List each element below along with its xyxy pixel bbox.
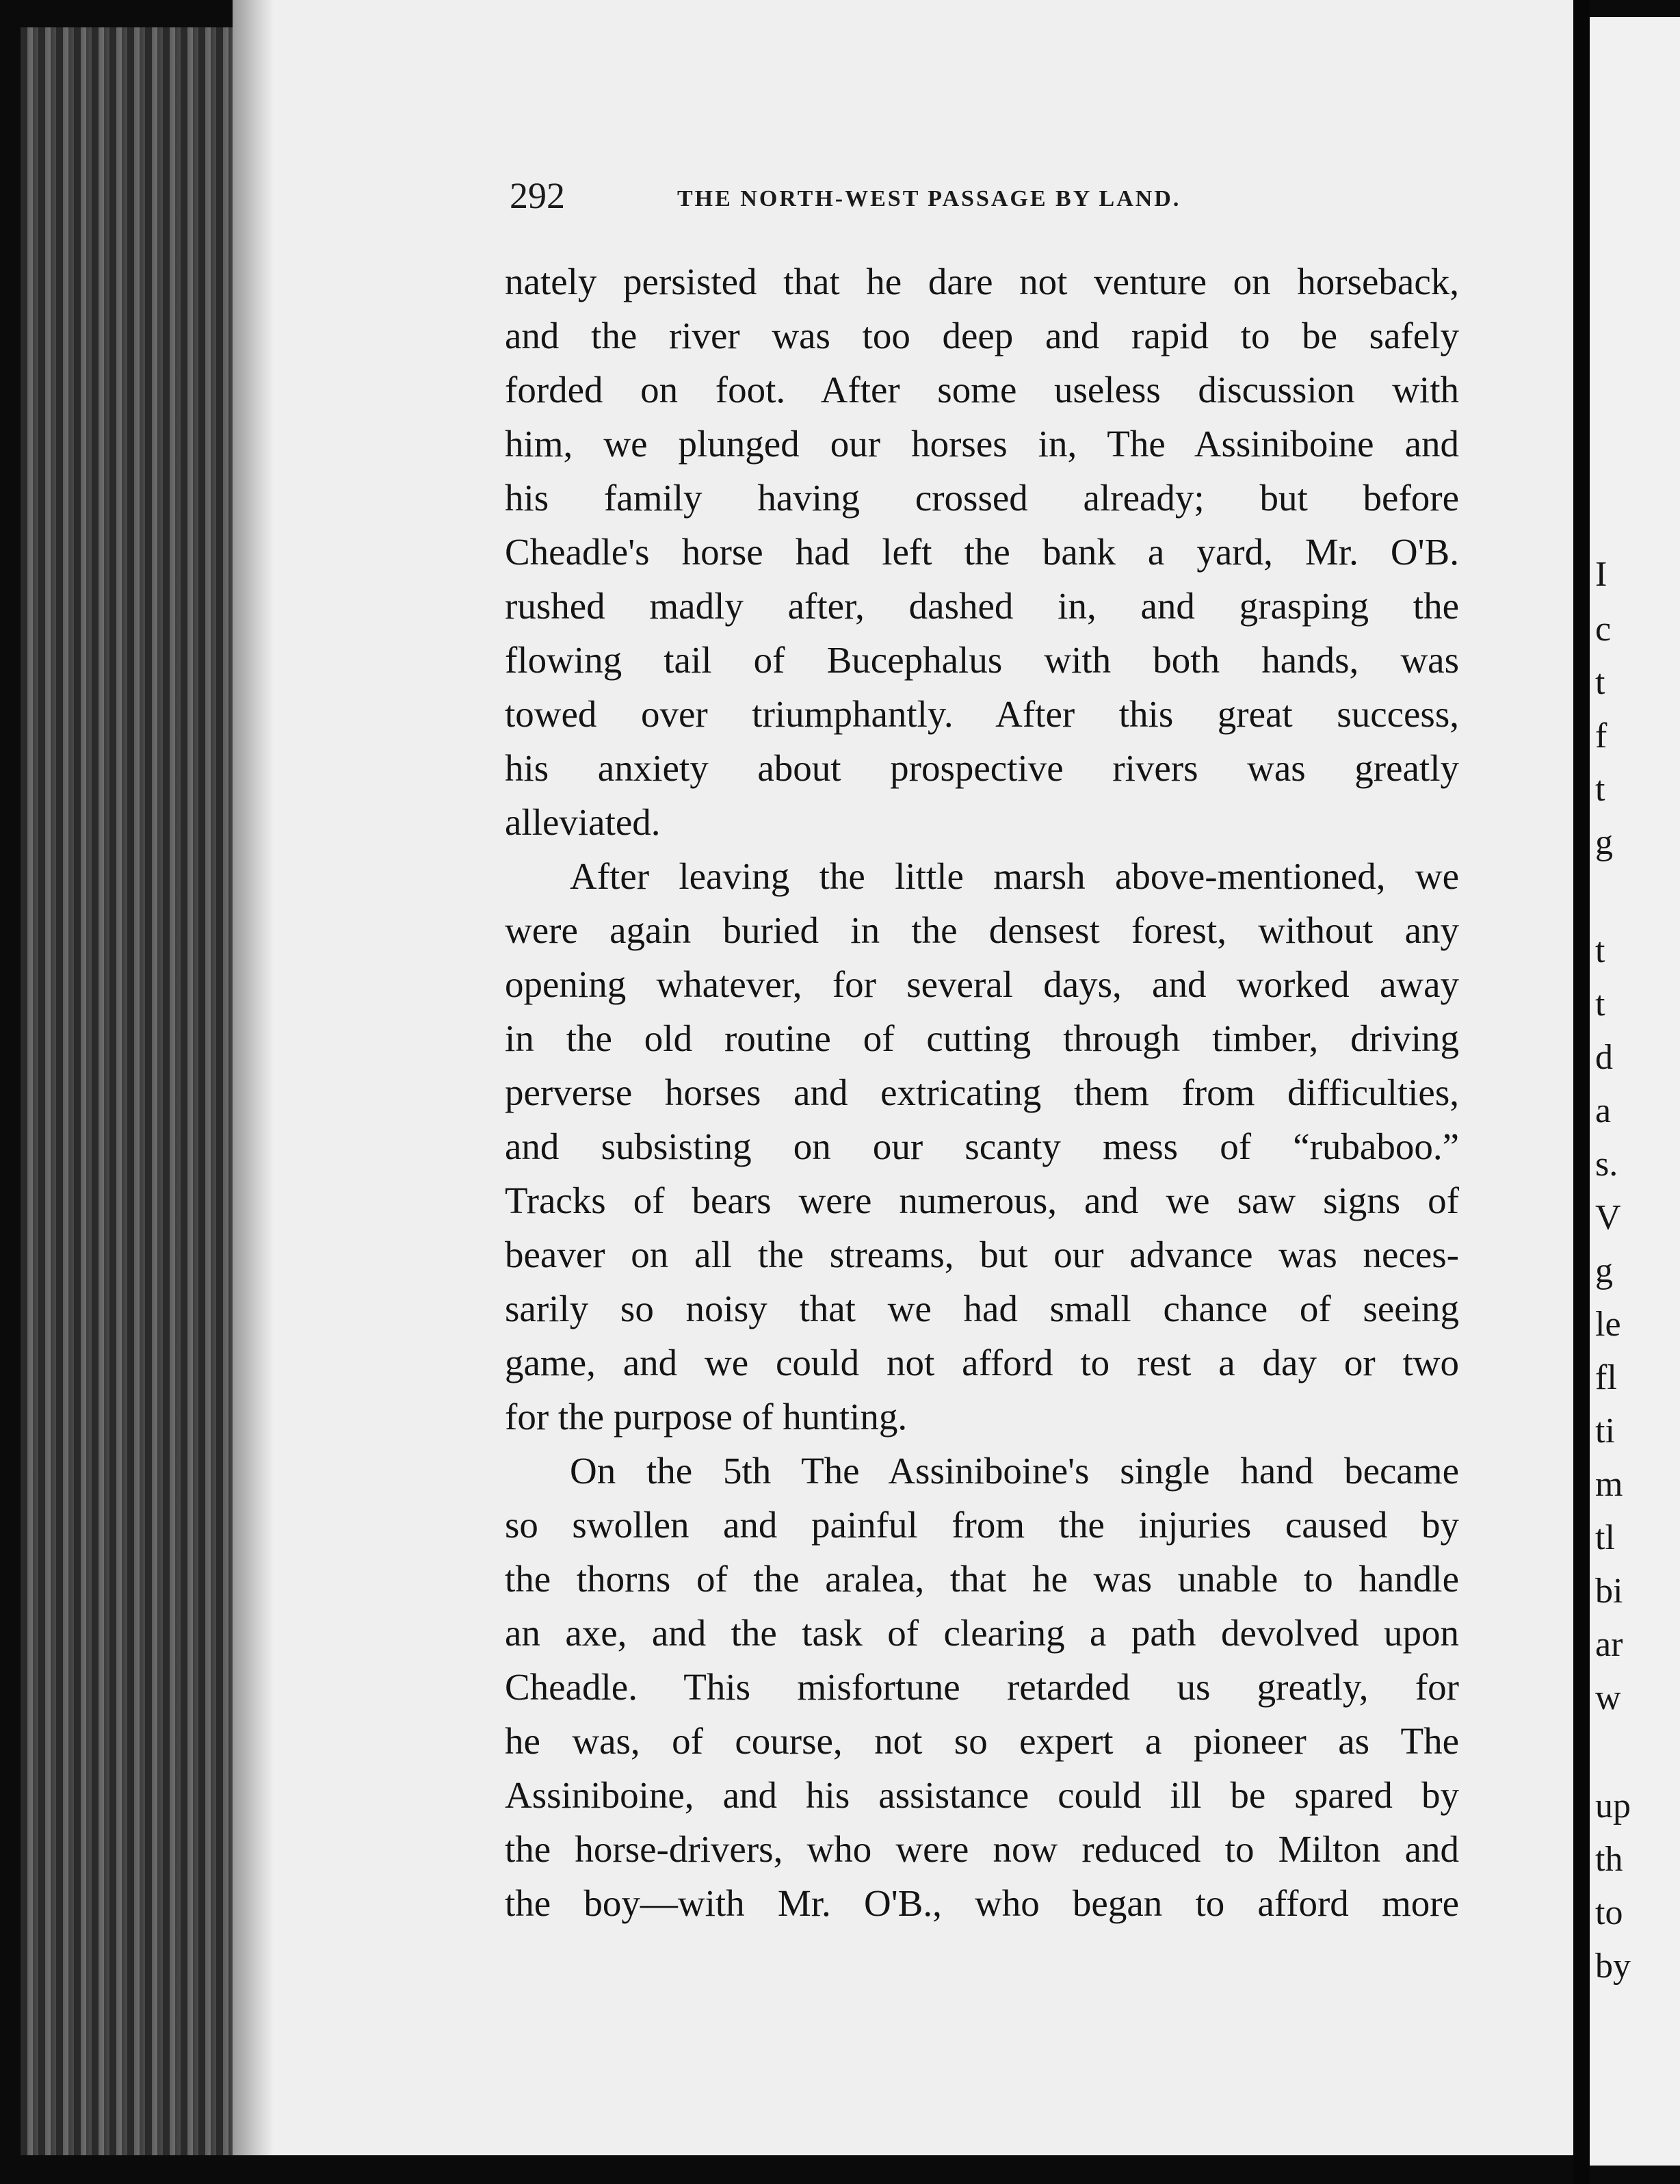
- text-line: Cheadle. This misfortune retarded us greatly, for: [505, 1666, 1459, 1708]
- text-line: sarily so noisy that we had small chance of seeing: [505, 1288, 1459, 1329]
- facing-fragment: d: [1595, 1038, 1613, 1077]
- facing-fragment: t: [1595, 931, 1605, 970]
- text-line: towed over triumphantly. After this great success,: [505, 693, 1459, 735]
- facing-fragment: g: [1595, 823, 1613, 862]
- text-line: and subsisting on our scanty mess of “rubaboo.”: [505, 1126, 1459, 1167]
- facing-fragment: I: [1595, 555, 1607, 594]
- facing-fragment: fl: [1595, 1358, 1617, 1397]
- facing-fragment: s.: [1595, 1145, 1618, 1184]
- facing-fragment: w: [1595, 1678, 1621, 1717]
- text-line: an axe, and the task of clearing a path devolved upon: [505, 1612, 1459, 1654]
- text-line: flowing tail of Bucephalus with both hands, was: [505, 639, 1459, 681]
- facing-fragment: t: [1595, 663, 1605, 702]
- book-gutter: [1573, 0, 1590, 2184]
- text-line: nately persisted that he dare not venture on horseback,: [505, 261, 1459, 302]
- facing-fragment: up: [1595, 1786, 1631, 1825]
- text-line: game, and we could not afford to rest a day or two: [505, 1342, 1459, 1383]
- text-line: in the old routine of cutting through timber, driving: [505, 1017, 1459, 1059]
- text-line: he was, of course, not so expert a pioneer as The: [505, 1720, 1459, 1762]
- running-head: THE NORTH-WEST PASSAGE BY LAND.: [677, 186, 1181, 211]
- page-edges: [21, 27, 246, 2155]
- facing-fragment: g: [1595, 1251, 1613, 1290]
- paragraph-end-line: for the purpose of hunting.: [505, 1396, 908, 1438]
- text-line: rushed madly after, dashed in, and grasping the: [505, 585, 1459, 627]
- paragraph-start-line: After leaving the little marsh above-mentioned, we: [570, 855, 1459, 897]
- text-line: were again buried in the densest forest, without any: [505, 909, 1459, 951]
- text-line: beaver on all the streams, but our advance was neces-: [505, 1234, 1459, 1275]
- facing-fragment: c: [1595, 610, 1612, 649]
- facing-fragment: th: [1595, 1840, 1623, 1879]
- text-line: perverse horses and extricating them from difficulties,: [505, 1071, 1459, 1113]
- facing-page-edge: [1590, 17, 1680, 2166]
- facing-fragment: a: [1595, 1091, 1612, 1130]
- page-number: 292: [510, 175, 565, 216]
- text-line: Cheadle's horse had left the bank a yard, Mr. O'B.: [505, 531, 1459, 573]
- facing-fragment: f: [1595, 716, 1607, 755]
- text-line: the boy—with Mr. O'B., who began to afford more: [505, 1882, 1459, 1924]
- text-line: so swollen and painful from the injuries caused by: [505, 1504, 1459, 1546]
- facing-fragment: by: [1595, 1947, 1631, 1986]
- page-header: [510, 174, 1296, 229]
- facing-fragment: t: [1595, 770, 1605, 809]
- facing-fragment: ti: [1595, 1412, 1615, 1451]
- paragraph-end-line: alleviated.: [505, 801, 661, 843]
- facing-fragment: le: [1595, 1305, 1621, 1344]
- text-line: him, we plunged our horses in, The Assiniboine and: [505, 423, 1459, 465]
- text-line: the thorns of the aralea, that he was unable to handle: [505, 1558, 1459, 1600]
- facing-fragment: bi: [1595, 1572, 1623, 1611]
- binding-shadow: [233, 0, 274, 2155]
- facing-fragment: m: [1595, 1465, 1623, 1504]
- text-line: his family having crossed already; but before: [505, 477, 1459, 519]
- text-line: the horse-drivers, who were now reduced to Milton and: [505, 1828, 1459, 1870]
- text-line: opening whatever, for several days, and worked away: [505, 963, 1459, 1005]
- body-text: [505, 255, 1459, 1930]
- text-line: Tracks of bears were numerous, and we saw signs of: [505, 1180, 1459, 1221]
- facing-fragment: to: [1595, 1893, 1623, 1932]
- facing-fragment: tl: [1595, 1518, 1615, 1557]
- text-line: Assiniboine, and his assistance could ill be spared by: [505, 1774, 1459, 1816]
- text-line: his anxiety about prospective rivers was greatly: [505, 747, 1459, 789]
- paragraph-start-line: On the 5th The Assiniboine's single hand became: [570, 1450, 1459, 1492]
- facing-fragment: ar: [1595, 1625, 1623, 1664]
- text-line: and the river was too deep and rapid to be safely: [505, 315, 1459, 356]
- facing-fragment: V: [1595, 1198, 1621, 1237]
- facing-fragment: t: [1595, 985, 1605, 1024]
- text-line: forded on foot. After some useless discussion with: [505, 369, 1459, 411]
